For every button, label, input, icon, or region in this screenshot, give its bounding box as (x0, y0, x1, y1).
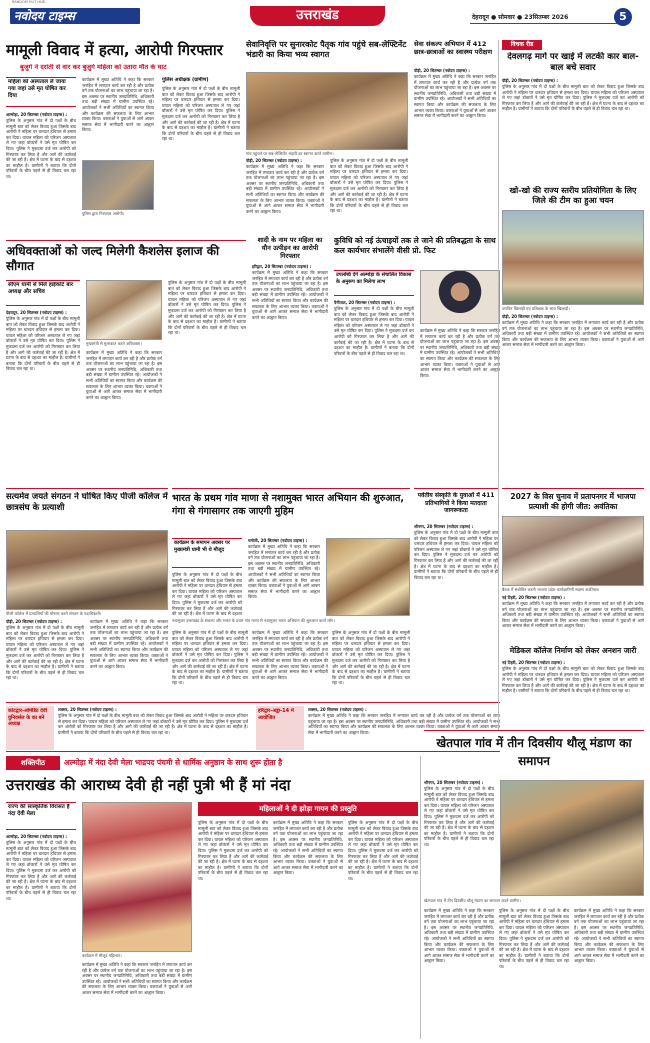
brief-tag: कोटद्वार-ओमेडिट देवी युनिवर्सल के का बने अध्यक्ष (8, 708, 48, 727)
brief-text: कार्यक्रम में मुख्य अतिथि ने कहा कि सरकार जनहित में लगातार कार्य कर रही है और प्रत्येक वर्ग तक योजनाओं का लाभ पहुंचाया जा रहा है। इस अवसर पर स्थानीय जनप्रतिनिधि, अधिकारी तथा बड़ी संख्या में ग्रामीण उपस्थित रहे। आयोजकों ने सभी अतिथियों का स्वागत किया और कार्यक्रम की सफलता के लिए आभार व्यक्त किया। वक्ताओं ने युवाओं से आगे आकर समाज सेवा में भागीदारी करने का आह्वान किया। (308, 713, 500, 735)
headline: सत्यमेव जयते संगठन ने घोषित किए पीजी कॉलेज में छात्रसंघ के प्रत्याशी (6, 492, 168, 513)
photo-caption: गांव पहुंचने पर सब-लेफ्टिनेंट भंडारी का स्वागत करते ग्रामीण। (246, 151, 334, 156)
article-harassment (252, 236, 328, 482)
dateline: नई टिहरी, 20 सितम्बर (नवोदय टाइम्स) : (502, 595, 565, 600)
body-text: पुलिस के अनुसार गांव में दो पक्षों के बीच मामूली बात को लेकर विवाद हुआ जिसके बाद आरोपी ने महिला पर धारदार हथियार से हमला कर दिया। घायल महिला को परिजन अस्पताल ले गए जहां डॉक्टरों ने उसे मृत घोषित कर दिया। पुलिस ने मुकदमा दर्ज कर आरोपी को गिरफ्तार कर लिया है और आगे की कार्रवाई की जा रही है। क्षेत्र में घटना के बाद से दहशत का माहौल है। ग्रामीणों ने बताया कि दोनों परिवारों के बीच पहले से ही विवाद चल रहा था। (502, 666, 644, 694)
photo-caption: पुलिस द्वारा गिरफ्तार आरोपी। (82, 211, 125, 216)
body-text: पुलिस के अनुसार गांव में दो पक्षों के बीच मामूली बात को लेकर विवाद हुआ जिसके बाद आरोपी ने महिला पर धारदार हथियार से हमला कर दिया। घायल महिला को परिजन अस्पताल ले गए जहां डॉक्टरों ने उसे मृत घोषित कर दिया। पुलिस ने मुकदमा दर्ज कर आरोपी को गिरफ्तार कर लिया है और आगे की कार्रवाई की जा रही है। क्षेत्र में घटना के बाद से दहशत का माहौल है। ग्रामीणों ने बताया कि दोनों परिवारों के बीच पहले से ही विवाद चल रहा था। (172, 630, 248, 686)
pull-quote: उपलब्धि देंगे अल्मोड़ा के संचालित विकास के अनुरूप का मिलेगा लाभ (336, 272, 412, 285)
body-text: पुलिस के अनुसार गांव में दो पक्षों के बीच मामूली बात को लेकर विवाद हुआ जिसके बाद आरोपी ने महिला पर धारदार हथियार से हमला कर दिया। घायल महिला को परिजन अस्पताल ले गए जहां डॉक्टरों ने उसे मृत घोषित कर दिया। पुलिस ने मुकदमा दर्ज कर आरोपी को गिरफ्तार कर लिया है और आगे की कार्रवाई की जा रही है। क्षेत्र में घटना के बाद से दहशत का माहौल है। ग्रामीणों ने बताया कि दोनों परिवारों के बीच पहले से ही विवाद चल रहा था। (198, 820, 268, 881)
dateline: पैनीताल, 20 सितम्बर (नवोदय टाइम्स) : (334, 300, 396, 305)
photo-caption: नशामुक्त उत्तराखंड के संकल्प और भारत के प्रथम गांव माणा से नशामुक्त भारत अभियान की शुरुआत करते लोग। (172, 618, 335, 623)
body-text: कार्यक्रम में मुख्य अतिथि ने कहा कि सरकार जनहित में लगातार कार्य कर रही है और प्रत्येक वर्ग तक योजनाओं का लाभ पहुंचाया जा रहा है। इस अवसर पर स्थानीय जनप्रतिनिधि, अधिकारी तथा बड़ी संख्या में ग्रामीण उपस्थित रहे। आयोजकों ने सभी अतिथियों का स्वागत किया और कार्यक्रम की सफलता के लिए आभार व्यक्त किया। वक्ताओं ने युवाओं से आगे आकर समाज सेवा में भागीदारी करने का आह्वान किया। (82, 962, 192, 995)
pull-quote: कार्यक्रम के समापन अवसर पर मुख्यमंत्री धामी भी थे मौजूद (174, 540, 230, 553)
article-cashless (6, 240, 246, 480)
top-rule (502, 488, 644, 489)
article-nasha-mukt (172, 488, 410, 698)
article-murder (6, 40, 240, 235)
top-rule (6, 240, 246, 241)
photo-meeting (502, 516, 644, 586)
dateline: नई टिहरी, 20 सितम्बर (नवोदय टाइम्स) : (502, 660, 565, 665)
dateline: पौड़ी, 20 सितम्बर (नवोदय टाइम्स) : (6, 619, 62, 624)
body-text: कार्यक्रम में मुख्य अतिथि ने कहा कि सरकार जनहित में लगातार कार्य कर रही है और प्रत्येक वर्ग तक योजनाओं का लाभ पहुंचाया जा रहा है। इस अवसर पर स्थानीय जनप्रतिनिधि, अधिकारी तथा बड़ी संख्या में ग्रामीण उपस्थित रहे। आयोजकों ने सभी अतिथियों का स्वागत किया और कार्यक्रम की सफलता के लिए आभार व्यक्त किया। वक्ताओं ने युवाओं से आगे आकर समाज सेवा में भागीदारी करने का आह्वान किया। (90, 619, 168, 669)
brief-tag: हरिद्वार-अड्डा-14 में आयोजित (258, 708, 294, 721)
city-date: देहरादून ● सोमवार ● 23सितम्बर 2026 (472, 14, 569, 21)
section-label: शक्तिपीठ (20, 759, 46, 767)
body-text: पुलिस के अनुसार गांव में दो पक्षों के बीच मामूली बात को लेकर विवाद हुआ जिसके बाद आरोपी ने महिला पर धारदार हथियार से हमला कर दिया। घायल महिला को परिजन अस्पताल ले गए जहां डॉक्टरों ने उसे मृत घोषित कर दिया। पुलिस ने मुकदमा दर्ज कर आरोपी को गिरफ्तार कर लिया है और आगे की कार्रवाई की जा रही है। क्षेत्र में घटना के बाद से दहशत का माहौल है। ग्रामीणों ने बताया कि दोनों परिवारों के बीच पहले से ही विवाद चल रहा था। (424, 786, 494, 847)
photo-welcome (246, 72, 408, 150)
body-text: कार्यक्रम में मुख्य अतिथि ने कहा कि सरकार जनहित में लगातार कार्य कर रही है और प्रत्येक वर्ग तक योजनाओं का लाभ पहुंचाया जा रहा है। इस अवसर पर स्थानीय जनप्रतिनिधि, अधिकारी तथा बड़ी संख्या में ग्रामीण उपस्थित रहे। आयोजकों ने सभी अतिथियों का स्वागत किया और कार्यक्रम की सफलता के लिए आभार व्यक्त किया। वक्ताओं ने युवाओं से आगे आकर समाज सेवा में भागीदारी करने का आह्वान किया। (424, 908, 494, 964)
body-text: पुलिस के अनुसार गांव में दो पक्षों के बीच मामूली बात को लेकर विवाद हुआ जिसके बाद आरोपी ने महिला पर धारदार हथियार से हमला कर दिया। घायल महिला को परिजन अस्पताल ले गए जहां डॉक्टरों ने उसे मृत घोषित कर दिया। पुलिस ने मुकदमा दर्ज कर आरोपी को गिरफ्तार कर लिया है और आगे की कार्रवाई की जा रही है। क्षेत्र में घटना के बाद से दहशत का माहौल है। ग्रामीणों ने बताया कि दोनों परिवारों के बीच पहले से ही विवाद चल रहा था। (414, 530, 498, 580)
body-text: पुलिस के अनुसार गांव में दो पक्षों के बीच मामूली बात को लेकर विवाद हुआ जिसके बाद आरोपी ने महिला पर धारदार हथियार से हमला कर दिया। घायल महिला को परिजन अस्पताल ले गए जहां डॉक्टरों ने उसे मृत घोषित कर दिया। पुलिस ने मुकदमा दर्ज कर आरोपी को गिरफ्तार कर लिया है और आगे की कार्रवाई की जा रही है। क्षेत्र में घटना के बाद से दहशत का माहौल है। ग्रामीणों ने बताया कि दोनों परिवारों के बीच पहले से ही विवाद चल रहा था। (499, 908, 569, 969)
dateline: हरिद्वार, 20 सितम्बर (नवोदय टाइम्स) : (252, 264, 312, 269)
headline: कुविधि को नई ऊंचाइयों तक ले जाने की प्रतिबद्धता के साथ कल कार्यभार संभालेंगे वीसी प्रो. फिट (334, 236, 496, 255)
headline: मेडिकल कॉलेज निर्माण को लेकर अनशन जारी (509, 646, 637, 655)
body-text: पुलिस के अनुसार गांव में दो पक्षों के बीच मामूली बात को लेकर विवाद हुआ जिसके बाद आरोपी ने महिला पर धारदार हथियार से हमला कर दिया। घायल महिला को परिजन अस्पताल ले गए जहां डॉक्टरों ने उसे मृत घोषित कर दिया। पुलिस ने मुकदमा दर्ज कर आरोपी को गिरफ्तार कर लिया है और आगे की कार्रवाई की जा रही है। क्षेत्र में घटना के बाद से दहशत का माहौल है। ग्रामीणों ने बताया कि दोनों परिवारों के बीच पहले से ही विवाद चल रहा था। (6, 625, 84, 681)
body-text: कार्यक्रम में मुख्य अतिथि ने कहा कि सरकार जनहित में लगातार कार्य कर रही है और प्रत्येक वर्ग तक योजनाओं का लाभ पहुंचाया जा रहा है। इस अवसर पर स्थानीय जनप्रतिनिधि, अधिकारी तथा बड़ी संख्या में ग्रामीण उपस्थित रहे। आयोजकों ने सभी अतिथियों का स्वागत किया और कार्यक्रम की सफलता के लिए आभार व्यक्त किया। वक्ताओं ने युवाओं से आगे आकर समाज सेवा में भागीदारी करने का आह्वान किया। (414, 74, 496, 119)
headline: खेतपाल गांव में तीन दिवसीय थौलू मंडाण का समापन (436, 736, 632, 768)
column-rule (498, 40, 499, 730)
dateline: अल्मोड़ा, 20 सितम्बर (नवोदय टाइम्स) : (6, 112, 68, 117)
body-text: पुलिस के अनुसार गांव में दो पक्षों के बीच मामूली बात को लेकर विवाद हुआ जिसके बाद आरोपी ने महिला पर धारदार हथियार से हमला कर दिया। घायल महिला को परिजन अस्पताल ले गए जहां डॉक्टरों ने उसे मृत घोषित कर दिया। पुलिस ने मुकदमा दर्ज कर आरोपी को गिरफ्तार कर लिया है और आगे की कार्रवाई की जा रही है। क्षेत्र में घटना के बाद से दहशत का माहौल है। ग्रामीणों ने बताया कि दोनों परिवारों के बीच पहले से ही विवाद चल रहा था। (168, 280, 246, 336)
photo-caption: चयनित खिलाड़ी एवं प्रशिक्षक के साथ खिलाड़ी। (502, 306, 570, 311)
pull-quote-2: पुलिस अधीक्षक (ग्रामीण) (162, 77, 209, 83)
dateline: पौड़ी, 20 सितम्बर (नवोदय टाइम्स) : (502, 78, 558, 83)
article-vice-chancellor (334, 236, 500, 482)
brief-dateline: लक्सर, 20 सितम्बर (नवोदय टाइम्स) : (58, 707, 117, 712)
photo-meeting (86, 280, 162, 340)
body-text: कार्यक्रम में मुख्य अतिथि ने कहा कि सरकार जनहित में लगातार कार्य कर रही है और प्रत्येक वर्ग तक योजनाओं का लाभ पहुंचाया जा रहा है। इस अवसर पर स्थानीय जनप्रतिनिधि, अधिकारी तथा बड़ी संख्या में ग्रामीण उपस्थित रहे। आयोजकों ने सभी अतिथियों का स्वागत किया और कार्यक्रम की सफलता के लिए आभार व्यक्त किया। वक्ताओं ने युवाओं से आगे आकर समाज सेवा में भागीदारी करने का आह्वान किया। (574, 908, 644, 964)
body-text: पुलिस के अनुसार गांव में दो पक्षों के बीच मामूली बात को लेकर विवाद हुआ जिसके बाद आरोपी ने महिला पर धारदार हथियार से हमला कर दिया। घायल महिला को परिजन अस्पताल ले गए जहां डॉक्टरों ने उसे मृत घोषित कर दिया। पुलिस ने मुकदमा दर्ज कर आरोपी को गिरफ्तार कर लिया है और आगे की कार्रवाई की जा रही है। क्षेत्र में घटना के बाद से दहशत का माहौल है। ग्रामीणों ने बताया कि दोनों परिवारों के बीच पहले से ही विवाद चल रहा था। (334, 306, 414, 356)
headline: देवलगढ़ मार्ग पर खाई में लटकी कार बाल-बाल बचे सवार (507, 52, 639, 73)
brief-dateline: लक्सर, 20 सितम्बर (नवोदय टाइम्स) : (308, 707, 367, 712)
headline: उत्तराखंड की आराध्य देवी ही नहीं पुत्री भी हैं मां नंदा (6, 776, 291, 794)
body-text: पुलिस के अनुसार गांव में दो पक्षों के बीच मामूली बात को लेकर विवाद हुआ जिसके बाद आरोपी ने महिला पर धारदार हथियार से हमला कर दिया। घायल महिला को परिजन अस्पताल ले गए जहां डॉक्टरों ने उसे मृत घोषित कर दिया। पुलिस ने मुकदमा दर्ज कर आरोपी को गिरफ्तार कर लिया है और आगे की कार्रवाई की जा रही है। क्षेत्र में घटना के बाद से दहशत का माहौल है। ग्रामीणों ने बताया कि दोनों परिवारों के बीच पहले से ही विवाद चल रहा था। (332, 630, 410, 686)
photo-accused (82, 160, 154, 210)
body-text: कार्यक्रम में मुख्य अतिथि ने कहा कि सरकार जनहित में लगातार कार्य कर रही है और प्रत्येक वर्ग तक योजनाओं का लाभ पहुंचाया जा रहा है। इस अवसर पर स्थानीय जनप्रतिनिधि, अधिकारी तथा बड़ी संख्या में ग्रामीण उपस्थित रहे। आयोजकों ने सभी अतिथियों का स्वागत किया और कार्यक्रम की सफलता के लिए आभार व्यक्त किया। वक्ताओं ने युवाओं से आगे आकर समाज सेवा में भागीदारी करने का आह्वान किया। (86, 350, 162, 400)
body-text: कार्यक्रम में मुख्य अतिथि ने कहा कि सरकार जनहित में लगातार कार्य कर रही है और प्रत्येक वर्ग तक योजनाओं का लाभ पहुंचाया जा रहा है। इस अवसर पर स्थानीय जनप्रतिनिधि, अधिकारी तथा बड़ी संख्या में ग्रामीण उपस्थित रहे। आयोजकों ने सभी अतिथियों का स्वागत किया और कार्यक्रम की सफलता के लिए आभार व्यक्त किया। वक्ताओं ने युवाओं से आगे आकर समाज सेवा में भागीदारी करने का आह्वान किया। (420, 328, 500, 378)
article-kho-kho (502, 186, 644, 484)
body-text: पुलिस के अनुसार गांव में दो पक्षों के बीच मामूली बात को लेकर विवाद हुआ जिसके बाद आरोपी ने महिला पर धारदार हथियार से हमला कर दिया। घायल महिला को परिजन अस्पताल ले गए जहां डॉक्टरों ने उसे मृत घोषित कर दिया। पुलिस ने मुकदमा दर्ज कर आरोपी को गिरफ्तार कर लिया है और आगे की कार्रवाई की जा रही है। क्षेत्र में घटना के बाद से दहशत का माहौल है। ग्रामीणों ने बताया कि दोनों परिवारों के बीच पहले से ही विवाद चल रहा था। (502, 84, 644, 112)
body-text: पुलिस के अनुसार गांव में दो पक्षों के बीच मामूली बात को लेकर विवाद हुआ जिसके बाद आरोपी ने महिला पर धारदार हथियार से हमला कर दिया। घायल महिला को परिजन अस्पताल ले गए जहां डॉक्टरों ने उसे मृत घोषित कर दिया। पुलिस ने मुकदमा दर्ज कर आरोपी को गिरफ्तार कर लिया है और आगे की कार्रवाई की जा रही है। क्षेत्र में घटना के बाद से दहशत का माहौल है। ग्रामीणों ने बताया कि दोनों परिवारों के बीच पहले से ही विवाद चल रहा था। (162, 86, 240, 142)
dateline: अल्मोड़ा, 20 सितम्बर (नवोदय टाइम्स) : (6, 834, 68, 839)
headline: सेवा संकल्प अभियान में 412 छात्र-छात्राओं का स्वास्थ्य परीक्षण (414, 40, 493, 56)
body-text: पुलिस के अनुसार गांव में दो पक्षों के बीच मामूली बात को लेकर विवाद हुआ जिसके बाद आरोपी ने महिला पर धारदार हथियार से हमला कर दिया। घायल महिला को परिजन अस्पताल ले गए जहां डॉक्टरों ने उसे मृत घोषित कर दिया। पुलिस ने मुकदमा दर्ज कर आरोपी को गिरफ्तार कर लिया है और आगे की कार्रवाई की जा रही है। क्षेत्र में घटना के बाद से दहशत (172, 572, 242, 616)
page-number: 5 (619, 10, 627, 23)
masthead-top-small: RANDOM HUT HUB (12, 0, 45, 4)
article-health-camp (414, 40, 496, 230)
photo-women-performing (82, 802, 192, 952)
brand-name: नवोदय टाइम्स (14, 9, 76, 23)
photo-caption: बैठक में संबोधित करती भाजपा प्रदेश कार्यकारिणी सदस्य अवंतिका। (502, 587, 600, 592)
column-rule (420, 756, 421, 1039)
photo-candidates (6, 530, 168, 610)
headline: मामूली विवाद में हत्या, आरोपी गिरफ्तार (6, 41, 223, 59)
article-voter-awareness (414, 488, 498, 698)
photo-thaulu (500, 780, 644, 896)
pull-quote: राज्य की सांस्कृतिक विरासत है नंदा देवी मेला (8, 804, 70, 817)
headline: 2027 के विस चुनाव में प्रतापनगर में भाजपा प्रत्याशी की होगी जीत: अवंतिका (510, 492, 636, 511)
pull-quote: सीएम धामी से मिले हाईकोर्ट बार अध्यक्ष और सचिव (8, 282, 74, 295)
photo-caption: पीजी कॉलेज में प्रत्याशियों की घोषणा करते संगठन के पदाधिकारी। (6, 611, 102, 616)
subhead: बुजुर्ग ने दरांती से वार कर बुजुर्ग महिला को उतारा मौत के घाट (20, 64, 167, 71)
article-bjp-pratapnagar (502, 488, 644, 643)
body-text: कार्यक्रम में मुख्य अतिथि ने कहा कि सरकार जनहित में लगातार कार्य कर रही है और प्रत्येक वर्ग तक योजनाओं का लाभ पहुंचाया जा रहा है। इस अवसर पर स्थानीय जनप्रतिनिधि, अधिकारी तथा बड़ी संख्या में ग्रामीण उपस्थित रहे। आयोजकों ने सभी अतिथियों का स्वागत किया और कार्यक्रम की सफलता के लिए आभार व्यक्त किया। वक्ताओं ने युवाओं से आगे आकर समाज सेवा में भागीदारी करने का आह्वान किया। (252, 630, 328, 680)
sub-headline: महिलाओं ने दी झोड़ा गायन की प्रस्तुति (259, 805, 357, 813)
body-text: कार्यक्रम में मुख्य अतिथि ने कहा कि सरकार जनहित में लगातार कार्य कर रही है और प्रत्येक वर्ग तक योजनाओं का लाभ पहुंचाया जा रहा है। इस अवसर पर स्थानीय जनप्रतिनिधि, अधिकारी तथा बड़ी संख्या में ग्रामीण उपस्थित रहे। आयोजकों ने सभी अतिथियों का स्वागत किया और कार्यक्रम की सफलता के लिए आभार व्यक्त किया। वक्ताओं ने युवाओं से आगे आकर समाज सेवा में भागीदारी करने का आह्वान किया। (246, 164, 324, 214)
dateline: चमोली, 20 सितम्बर (नवोदय टाइम्स) : (248, 538, 308, 543)
body-text: पुलिस के अनुसार गांव में दो पक्षों के बीच मामूली बात को लेकर विवाद हुआ जिसके बाद आरोपी ने महिला पर धारदार हथियार से हमला कर दिया। घायल महिला को परिजन अस्पताल ले गए जहां डॉक्टरों ने उसे मृत घोषित कर दिया। पुलिस ने मुकदमा दर्ज कर आरोपी को गिरफ्तार कर लिया है और आगे की कार्रवाई की जा रही है। क्षेत्र में घटना के बाद से दहशत का माहौल है। ग्रामीणों ने बताया कि दोनों परिवारों के बीच पहले से ही विवाद चल रहा था। (330, 158, 408, 214)
top-rule (172, 488, 410, 489)
headline: भारत के प्रथम गांव माणा से नशामुक्त भारत अभियान की शुरुआत, गंगा से गंगासागर तक जाएगी मुहिम (172, 493, 405, 517)
body-text: कार्यक्रम में मुख्य अतिथि ने कहा कि सरकार जनहित में लगातार कार्य कर रही है और प्रत्येक वर्ग तक योजनाओं का लाभ पहुंचाया जा रहा है। इस अवसर पर स्थानीय जनप्रतिनिधि, अधिकारी तथा बड़ी संख्या में ग्रामीण उपस्थित रहे। आयोजकों ने सभी अतिथियों का स्वागत किया और कार्यक्रम की सफलता के लिए आभार व्यक्त किया। वक्ताओं ने युवाओं से आगे आकर समाज सेवा में भागीदारी करने का आह्वान किया। (82, 77, 154, 133)
dateline: पौड़ी, 20 सितम्बर (नवोदय टाइम्स) : (414, 68, 470, 73)
photo-professor (420, 270, 500, 324)
headline: खो-खो की राज्य स्तरीय प्रतियोगिता के लिए जिले की टीम का हुआ चयन (509, 186, 637, 205)
section-title: उत्तराखंड (296, 8, 339, 23)
photo-caption: कार्यक्रम में मौजूद महिलाएं। (82, 953, 122, 958)
body-text: कार्यक्रम में मुख्य अतिथि ने कहा कि सरकार जनहित में लगातार कार्य कर रही है और प्रत्येक वर्ग तक योजनाओं का लाभ पहुंचाया जा रहा है। इस अवसर पर स्थानीय जनप्रतिनिधि, अधिकारी तथा बड़ी संख्या में ग्रामीण उपस्थित रहे। आयोजकों ने सभी अतिथियों का स्वागत किया और कार्यक्रम की सफलता के लिए आभार व्यक्त किया। वक्ताओं ने युवाओं से आगे आकर समाज सेवा में भागीदारी करने का आह्वान किया। (502, 320, 644, 348)
body-text: कार्यक्रम में मुख्य अतिथि ने कहा कि सरकार जनहित में लगातार कार्य कर रही है और प्रत्येक वर्ग तक योजनाओं का लाभ पहुंचाया जा रहा है। इस अवसर पर स्थानीय जनप्रतिनिधि, अधिकारी तथा बड़ी संख्या में ग्रामीण उपस्थित रहे। आयोजकों ने सभी अतिथियों का स्वागत किया और कार्यक्रम की सफलता के लिए आभार व्यक्त किया। वक्ताओं ने युवाओं से आगे आकर समाज सेवा में भागीदारी करने का आह्वान किया। (248, 544, 320, 600)
photo-team (502, 210, 644, 305)
body-text: कार्यक्रम में मुख्य अतिथि ने कहा कि सरकार जनहित में लगातार कार्य कर रही है और प्रत्येक वर्ग तक योजनाओं का लाभ पहुंचाया जा रहा है। इस अवसर पर स्थानीय जनप्रतिनिधि, अधिकारी तथा बड़ी संख्या में ग्रामीण उपस्थित रहे। आयोजकों ने सभी अतिथियों का स्वागत किया और कार्यक्रम की सफलता के लिए आभार व्यक्त किया। वक्ताओं ने युवाओं से आगे आकर समाज सेवा में भागीदारी करने का आह्वान किया। (502, 601, 644, 629)
article-car-accident (502, 40, 644, 185)
article-retirement (246, 40, 408, 230)
kicker: अल्मोड़ा में नंदा देवी मेला भाद्रपद पंचमी से धार्मिक अनुष्ठान के साथ शुरू होता है (64, 758, 283, 767)
brief-text: पुलिस के अनुसार गांव में दो पक्षों के बीच मामूली बात को लेकर विवाद हुआ जिसके बाद आरोपी ने महिला पर धारदार हथियार से हमला कर दिया। घायल महिला को परिजन अस्पताल ले गए जहां डॉक्टरों ने उसे मृत घोषित कर दिया। पुलिस ने मुकदमा दर्ज कर आरोपी को गिरफ्तार कर लिया है और आगे की कार्रवाई की जा रही है। क्षेत्र में घटना के बाद से दहशत का माहौल है। ग्रामीणों ने बताया कि दोनों परिवारों के बीच पहले से ही विवाद चल रहा था। (58, 713, 248, 735)
dateline: श्रीनगर, 20 सितम्बर (नवोदय टाइम्स) : (424, 780, 484, 785)
article-student-union (6, 488, 168, 698)
headline: सेवानिवृत्ति पर सुनारकोट पैतृक गांव पहुंचे सब-लेफ्टिनेंट भंडारी का किया भव्य स्वागत (246, 40, 407, 59)
article-thaulu-mandan (424, 730, 644, 1039)
dateline: देहरादून, 20 सितम्बर (नवोदय टाइम्स) : (6, 310, 67, 315)
body-text: कार्यक्रम में मुख्य अतिथि ने कहा कि सरकार जनहित में लगातार कार्य कर रही है और प्रत्येक वर्ग तक योजनाओं का लाभ पहुंचाया जा रहा है। इस अवसर पर स्थानीय जनप्रतिनिधि, अधिकारी तथा बड़ी संख्या में ग्रामीण उपस्थित रहे। आयोजकों ने सभी अतिथियों का स्वागत किया और कार्यक्रम की सफलता के लिए आभार व्यक्त किया। वक्ताओं ने युवाओं से आगे आकर समाज सेवा में भागीदारी करने का आह्वान किया। (273, 820, 343, 876)
photo-procession (326, 538, 410, 616)
article-medical-college (502, 646, 644, 726)
pull-quote: महिला को अस्पताल ले जाया गया जहां उसे मृत घोषित कर दिया (8, 79, 66, 99)
tag: विचक रीड (510, 41, 534, 48)
body-text: पुलिस के अनुसार गांव में दो पक्षों के बीच मामूली बात को लेकर विवाद हुआ जिसके बाद आरोपी ने महिला पर धारदार हथियार से हमला कर दिया। घायल महिला को परिजन अस्पताल ले गए जहां डॉक्टरों ने उसे मृत घोषित कर दिया। पुलिस ने मुकदमा दर्ज कर आरोपी को गिरफ्तार कर लिया है और आगे की कार्रवाई की जा रही है। क्षेत्र में घटना के बाद से दहशत का माहौल है। ग्रामीणों ने बताया कि दोनों परिवारों के बीच पहले से ही विवाद चल रहा था। (6, 118, 76, 179)
headline: पर्वतीय संस्कृति के युवाओं में 411 प्रतिभागियों ने किया मतदाता जागरूकता (417, 492, 495, 514)
headline: शादी के नाम पर महिला का यौन उत्पीड़न का आरोपी गिरफ्तार (257, 236, 323, 260)
body-text: कार्यक्रम में मुख्य अतिथि ने कहा कि सरकार जनहित में लगातार कार्य कर रही है और प्रत्येक वर्ग तक योजनाओं का लाभ पहुंचाया जा रहा है। इस अवसर पर स्थानीय जनप्रतिनिधि, अधिकारी तथा बड़ी संख्या में ग्रामीण उपस्थित रहे। आयोजकों ने सभी अतिथियों का स्वागत किया और कार्यक्रम की सफलता के लिए आभार व्यक्त किया। वक्ताओं ने युवाओं से आगे आकर समाज सेवा में भागीदारी करने का आह्वान किया। (252, 270, 328, 320)
top-rule (6, 488, 168, 489)
dateline: श्रीनगर, 20 सितम्बर (नवोदय टाइम्स) : (414, 524, 474, 529)
photo-caption: खेतपाल गांव में तीन दिवसीय थौलू मंडाण का समापन करते ग्रामीण। (424, 898, 521, 903)
dateline: पौड़ी, 20 सितम्बर (नवोदय टाइम्स) : (246, 158, 302, 163)
article-nanda-devi (6, 756, 418, 1039)
headline: अधिवक्ताओं को जल्द मिलेगी कैशलेस इलाज की सौगात (6, 244, 220, 273)
body-text: पुलिस के अनुसार गांव में दो पक्षों के बीच मामूली बात को लेकर विवाद हुआ जिसके बाद आरोपी ने महिला पर धारदार हथियार से हमला कर दिया। घायल महिला को परिजन अस्पताल ले गए जहां डॉक्टरों ने उसे मृत घोषित कर दिया। पुलिस ने मुकदमा दर्ज कर आरोपी को गिरफ्तार कर लिया है और आगे की कार्रवाई की जा रही है। क्षेत्र में घटना के बाद से दहशत का माहौल है। ग्रामीणों ने बताया कि दोनों परिवारों के बीच पहले से ही विवाद चल रहा था। (6, 840, 76, 901)
masthead (0, 0, 650, 28)
photo-caption: मुख्यमंत्री से मुलाकात करते अधिवक्ता। (86, 341, 142, 346)
body-text: पुलिस के अनुसार गांव में दो पक्षों के बीच मामूली बात को लेकर विवाद हुआ जिसके बाद आरोपी ने महिला पर धारदार हथियार से हमला कर दिया। घायल महिला को परिजन अस्पताल ले गए जहां डॉक्टरों ने उसे मृत घोषित कर दिया। पुलिस ने मुकदमा दर्ज कर आरोपी को गिरफ्तार कर लिया है और आगे की कार्रवाई की जा रही है। क्षेत्र में घटना के बाद से दहशत का माहौल है। ग्रामीणों ने बताया कि दोनों परिवारों के बीच पहले से ही विवाद चल रहा था। (6, 316, 80, 372)
dateline: पौड़ी, 20 सितम्बर (नवोदय टाइम्स) : (502, 314, 558, 319)
body-text: पुलिस के अनुसार गांव में दो पक्षों के बीच मामूली बात को लेकर विवाद हुआ जिसके बाद आरोपी ने महिला पर धारदार हथियार से हमला कर दिया। घायल महिला को परिजन अस्पताल ले गए जहां डॉक्टरों ने उसे मृत घोषित कर दिया। पुलिस ने मुकदमा दर्ज कर आरोपी को गिरफ्तार कर लिया है और आगे की कार्रवाई की जा रही है। क्षेत्र में घटना के बाद से दहशत का माहौल है। ग्रामीणों ने बताया कि दोनों परिवारों के बीच पहले से ही विवाद चल रहा था। (348, 820, 418, 881)
top-rule (414, 488, 498, 489)
